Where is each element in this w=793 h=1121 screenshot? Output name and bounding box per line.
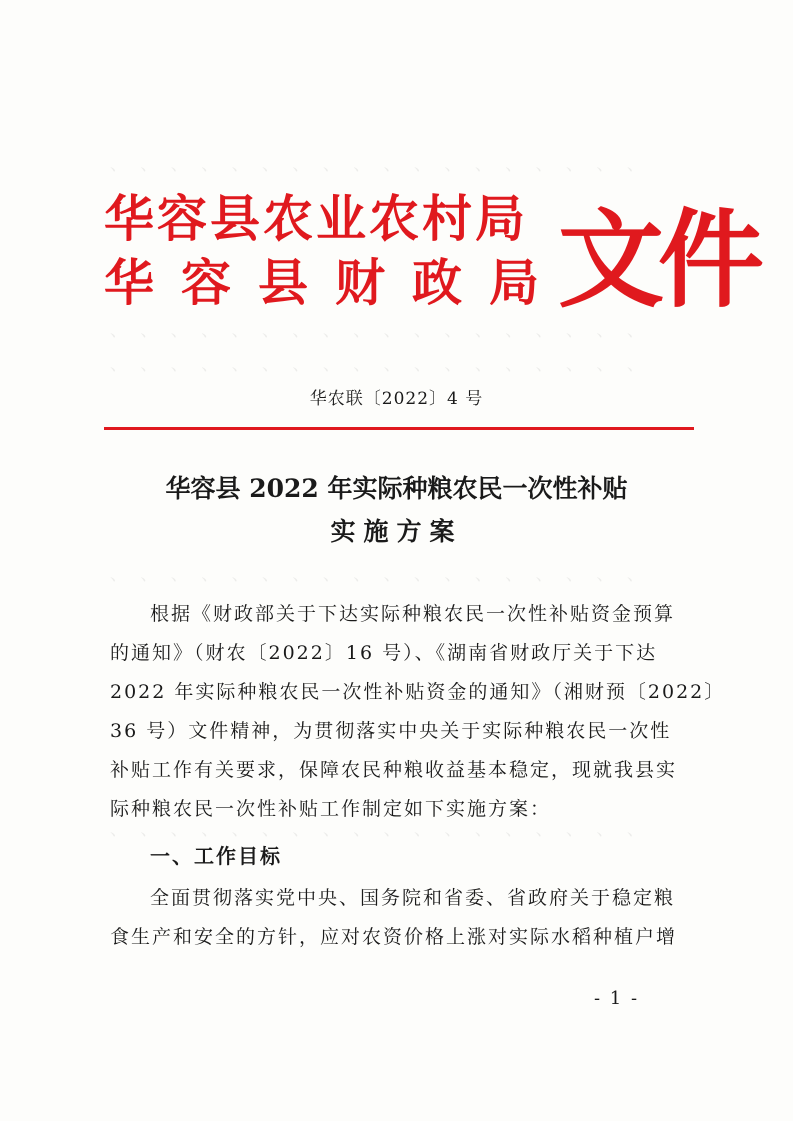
document-type-label: 文件 xyxy=(558,197,758,322)
red-divider xyxy=(104,427,694,430)
paragraph-line: 食生产和安全的方针，应对农资价格上涨对实际水稻种植户增 xyxy=(110,926,678,948)
document-subtitle: 实施方案 xyxy=(330,517,463,546)
paragraph-line: 的通知》（财农〔2022〕16 号）、《湖南省财政厅关于下达 xyxy=(110,642,658,664)
section-heading: 一、工作目标 xyxy=(150,844,282,868)
show-through-text: 、 、 、 、 、 、 、 、 、 、 、 、 、 、 、 、 、 、 xyxy=(110,355,648,375)
paragraph-line: 36 号）文件精神，为贯彻落实中央关于实际种粮农民一次性 xyxy=(110,720,672,742)
paragraph-line: 根据《财政部关于下达实际种粮农民一次性补贴资金预算 xyxy=(150,603,676,625)
paragraph-line: 2022 年实际种粮农民一次性补贴资金的通知》（湘财预〔2022〕 xyxy=(110,681,726,703)
issuer-name-2: 华容县财政局 xyxy=(104,253,566,312)
paragraph-line: 补贴工作有关要求，保障农民种粮收益基本稳定，现就我县实 xyxy=(110,759,678,781)
show-through-text: 、 、 、 、 、 、 、 、 、 、 、 、 、 、 、 、 、 、 xyxy=(110,820,648,840)
intro-paragraph xyxy=(110,595,726,829)
issuer-name-1: 华容县农业农村局 xyxy=(104,189,528,248)
show-through-text: 、 、 、 、 、 、 、 、 、 、 、 、 、 、 、 、 、 、 xyxy=(110,321,648,341)
show-through-text: 、 、 、 、 、 、 、 、 、 、 、 、 、 、 、 、 、 、 xyxy=(110,565,648,585)
page-number: - 1 - xyxy=(594,988,640,1009)
show-through-text: 、 、 、 、 、 、 、 、 、 、 、 、 、 、 、 、 、 、 xyxy=(110,155,648,175)
document-number: 华农联〔2022〕4 号 xyxy=(309,389,484,409)
paragraph-line: 全面贯彻落实党中央、国务院和省委、省政府关于稳定粮 xyxy=(150,887,676,909)
goal-paragraph xyxy=(110,879,700,957)
document-title: 华容县 2022 年实际种粮农民一次性补贴 xyxy=(165,474,628,503)
paragraph-line: 际种粮农民一次性补贴工作制定如下实施方案： xyxy=(110,798,552,820)
